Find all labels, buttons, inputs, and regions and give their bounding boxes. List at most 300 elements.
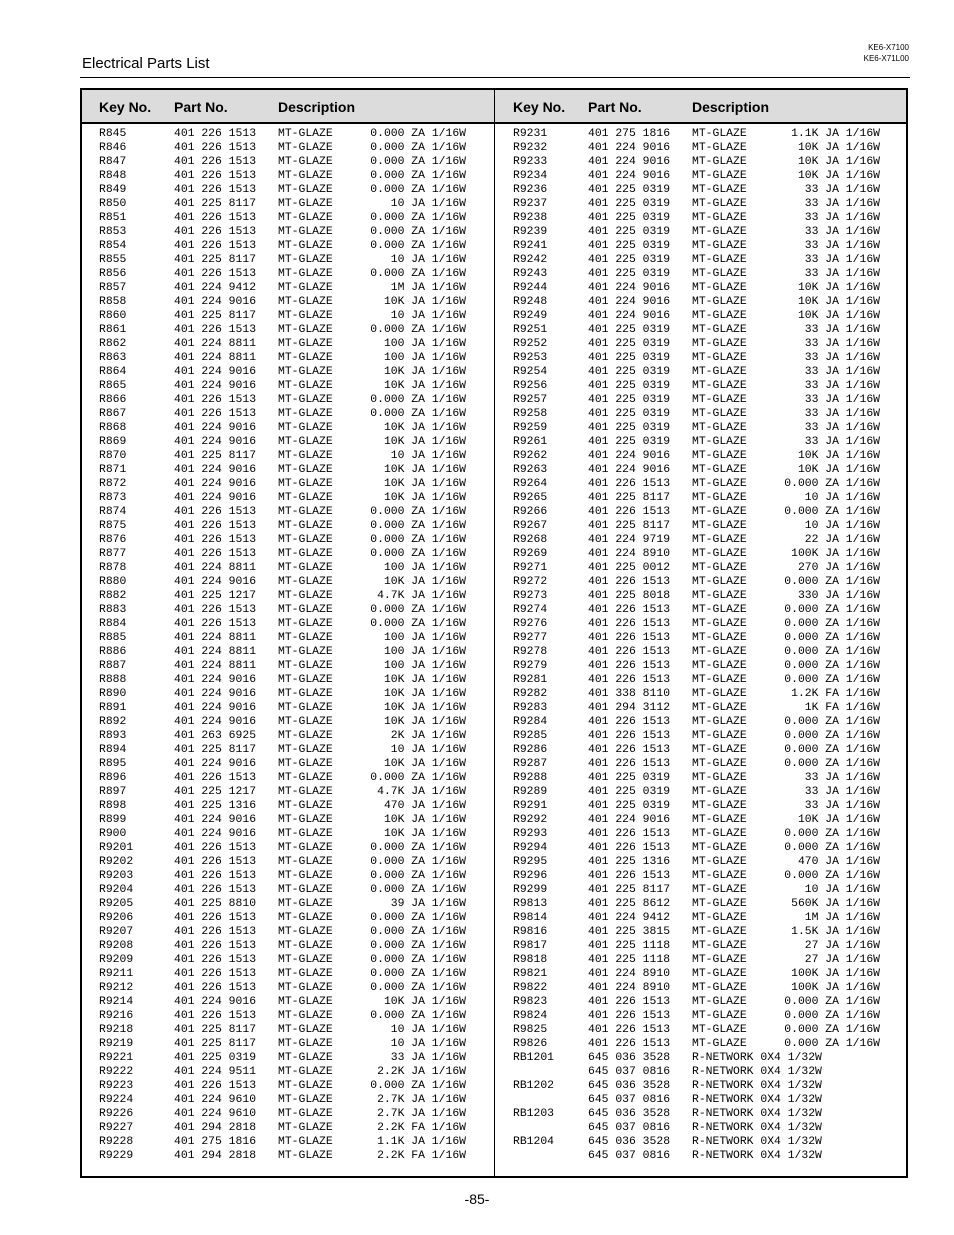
part-no-cell: 401 226 1513 — [588, 758, 671, 770]
description-cell: MT-GLAZE — [278, 996, 333, 1008]
model-codes — [864, 42, 909, 64]
value-cell: 10 JA 1/16W — [804, 884, 880, 896]
description-cell: MT-GLAZE — [692, 492, 747, 504]
value-cell: 33 JA 1/16W — [390, 1052, 466, 1064]
description-cell: MT-GLAZE — [278, 338, 333, 350]
key-no-cell: R9291 — [513, 800, 548, 812]
description-cell: MT-GLAZE — [278, 548, 333, 560]
value-cell: 0.000 ZA 1/16W — [784, 618, 880, 630]
table-row — [99, 421, 479, 435]
part-no-cell: 401 226 1513 — [588, 632, 671, 644]
value-cell: 33 JA 1/16W — [804, 772, 880, 784]
value-cell: 10K JA 1/16W — [383, 814, 466, 826]
description-cell: MT-GLAZE — [278, 688, 333, 700]
table-row — [513, 533, 893, 547]
value-cell: 100 JA 1/16W — [383, 338, 466, 350]
table-row — [99, 561, 479, 575]
value-cell: 0.000 ZA 1/16W — [784, 730, 880, 742]
value-cell: 10K JA 1/16W — [383, 688, 466, 700]
part-no-cell: 401 226 1513 — [174, 870, 257, 882]
description-cell: MT-GLAZE — [692, 926, 747, 938]
key-no-cell: R9221 — [99, 1052, 134, 1064]
part-no-cell: 645 037 0816 — [588, 1150, 671, 1162]
key-no-cell: R9269 — [513, 548, 548, 560]
description-cell: MT-GLAZE — [692, 702, 747, 714]
description-cell: MT-GLAZE — [692, 646, 747, 658]
value-cell: 1M JA 1/16W — [390, 282, 466, 294]
value-cell: 10 JA 1/16W — [804, 520, 880, 532]
part-no-cell: 401 226 1513 — [174, 940, 257, 952]
table-row — [99, 351, 479, 365]
part-no-cell: 401 226 1513 — [174, 324, 257, 336]
value-cell: 10K JA 1/16W — [383, 436, 466, 448]
part-no-cell: 401 225 0319 — [588, 436, 671, 448]
description-cell: MT-GLAZE — [692, 282, 747, 294]
header-description: Description — [692, 99, 770, 115]
value-cell: 0.000 ZA 1/16W — [370, 940, 466, 952]
value-cell: 100K JA 1/16W — [791, 968, 880, 980]
table-row — [513, 1107, 893, 1121]
key-no-cell: R9284 — [513, 716, 548, 728]
value-cell: 33 JA 1/16W — [804, 240, 880, 252]
key-no-cell: R9821 — [513, 968, 548, 980]
description-cell: MT-GLAZE — [692, 884, 747, 896]
table-row — [99, 477, 479, 491]
table-row — [513, 939, 893, 953]
part-no-cell: 401 225 1118 — [588, 954, 671, 966]
table-row — [513, 225, 893, 239]
part-no-cell: 401 225 0319 — [174, 1052, 257, 1064]
key-no-cell: R887 — [99, 660, 127, 672]
part-no-cell: 401 224 9016 — [588, 450, 671, 462]
part-no-cell: 401 224 9412 — [588, 912, 671, 924]
key-no-cell: R875 — [99, 520, 127, 532]
part-no-cell: 401 225 8117 — [174, 744, 257, 756]
table-row — [99, 687, 479, 701]
table-row — [99, 1107, 479, 1121]
description-cell: MT-GLAZE — [278, 842, 333, 854]
value-cell: 10K JA 1/16W — [383, 828, 466, 840]
part-no-cell: 401 226 1513 — [588, 674, 671, 686]
key-no-cell: R9249 — [513, 310, 548, 322]
description-cell: MT-GLAZE — [692, 212, 747, 224]
description-cell: MT-GLAZE — [278, 772, 333, 784]
description-cell: MT-GLAZE — [278, 1122, 333, 1134]
value-cell: 33 JA 1/16W — [804, 800, 880, 812]
value-cell: 0.000 ZA 1/16W — [370, 926, 466, 938]
table-row — [99, 967, 479, 981]
value-cell: 270 JA 1/16W — [797, 562, 880, 574]
part-no-cell: 401 225 8117 — [174, 254, 257, 266]
value-cell: 33 JA 1/16W — [804, 226, 880, 238]
part-no-cell: 645 036 3528 — [588, 1136, 671, 1148]
table-row — [99, 1065, 479, 1079]
description-cell: MT-GLAZE — [692, 716, 747, 728]
value-cell: 33 JA 1/16W — [804, 324, 880, 336]
table-row — [513, 197, 893, 211]
description-cell: MT-GLAZE — [278, 870, 333, 882]
description-cell: MT-GLAZE — [692, 786, 747, 798]
key-no-cell: R9823 — [513, 996, 548, 1008]
key-no-cell: R883 — [99, 604, 127, 616]
value-cell: 10K JA 1/16W — [797, 156, 880, 168]
key-no-cell: R9267 — [513, 520, 548, 532]
table-row — [99, 757, 479, 771]
value-cell: 0.000 ZA 1/16W — [370, 968, 466, 980]
table-row — [99, 1135, 479, 1149]
key-no-cell: R9224 — [99, 1094, 134, 1106]
description-cell: R-NETWORK 0X4 1/32W — [692, 1122, 822, 1134]
table-row — [513, 883, 893, 897]
description-cell: MT-GLAZE — [278, 968, 333, 980]
part-no-cell: 401 226 1513 — [174, 170, 257, 182]
description-cell: MT-GLAZE — [278, 940, 333, 952]
table-row — [99, 365, 479, 379]
part-no-cell: 401 226 1513 — [174, 604, 257, 616]
part-no-cell: 401 224 9016 — [588, 296, 671, 308]
table-row — [513, 841, 893, 855]
value-cell: 10 JA 1/16W — [390, 198, 466, 210]
key-no-cell: R877 — [99, 548, 127, 560]
table-row — [513, 407, 893, 421]
key-no-cell: R896 — [99, 772, 127, 784]
value-cell: 0.000 ZA 1/16W — [784, 604, 880, 616]
part-no-cell: 401 224 8811 — [174, 646, 257, 658]
part-no-cell: 401 226 1513 — [174, 394, 257, 406]
description-cell: MT-GLAZE — [278, 296, 333, 308]
key-no-cell: R9234 — [513, 170, 548, 182]
description-cell: MT-GLAZE — [278, 506, 333, 518]
description-cell: MT-GLAZE — [278, 814, 333, 826]
part-no-cell: 401 225 0012 — [588, 562, 671, 574]
part-no-cell: 401 226 1513 — [588, 646, 671, 658]
key-no-cell: R861 — [99, 324, 127, 336]
key-no-cell: R869 — [99, 436, 127, 448]
key-no-cell: R9266 — [513, 506, 548, 518]
table-row — [513, 869, 893, 883]
value-cell: 2.2K FA 1/16W — [377, 1150, 466, 1162]
description-cell: MT-GLAZE — [692, 618, 747, 630]
description-cell: MT-GLAZE — [692, 744, 747, 756]
table-row — [513, 757, 893, 771]
table-row — [99, 995, 479, 1009]
description-cell: R-NETWORK 0X4 1/32W — [692, 1136, 822, 1148]
part-no-cell: 401 225 8117 — [588, 884, 671, 896]
value-cell: 0.000 ZA 1/16W — [784, 744, 880, 756]
key-no-cell: R9205 — [99, 898, 134, 910]
description-cell: MT-GLAZE — [692, 1038, 747, 1050]
description-cell: MT-GLAZE — [692, 268, 747, 280]
value-cell: 33 JA 1/16W — [804, 268, 880, 280]
value-cell: 2.2K JA 1/16W — [377, 1066, 466, 1078]
key-no-cell: R9287 — [513, 758, 548, 770]
table-row — [99, 323, 479, 337]
table-row — [513, 463, 893, 477]
part-no-cell: 401 226 1513 — [174, 1010, 257, 1022]
description-cell: MT-GLAZE — [278, 898, 333, 910]
value-cell: 0.000 ZA 1/16W — [370, 240, 466, 252]
value-cell: 33 JA 1/16W — [804, 786, 880, 798]
title-rule — [80, 77, 910, 78]
description-cell: MT-GLAZE — [692, 436, 747, 448]
description-cell: MT-GLAZE — [278, 618, 333, 630]
table-row — [513, 911, 893, 925]
table-row — [513, 925, 893, 939]
part-no-cell: 401 224 9016 — [174, 366, 257, 378]
table-row — [513, 995, 893, 1009]
value-cell: 10K JA 1/16W — [797, 310, 880, 322]
table-row — [99, 897, 479, 911]
value-cell: 10 JA 1/16W — [390, 254, 466, 266]
part-no-cell: 401 224 9016 — [174, 436, 257, 448]
description-cell: MT-GLAZE — [692, 198, 747, 210]
value-cell: 1.2K FA 1/16W — [791, 688, 880, 700]
value-cell: 10 JA 1/16W — [390, 1038, 466, 1050]
table-row — [99, 603, 479, 617]
value-cell: 10K JA 1/16W — [383, 296, 466, 308]
key-no-cell: R892 — [99, 716, 127, 728]
value-cell: 100 JA 1/16W — [383, 660, 466, 672]
key-no-cell: R9281 — [513, 674, 548, 686]
description-cell: MT-GLAZE — [692, 996, 747, 1008]
part-no-cell: 401 226 1513 — [174, 982, 257, 994]
table-row — [99, 939, 479, 953]
description-cell: MT-GLAZE — [278, 590, 333, 602]
description-cell: MT-GLAZE — [278, 604, 333, 616]
description-cell: MT-GLAZE — [692, 660, 747, 672]
part-no-cell: 401 338 8110 — [588, 688, 671, 700]
value-cell: 470 JA 1/16W — [797, 856, 880, 868]
part-no-cell: 401 226 1513 — [174, 772, 257, 784]
table-row — [513, 1093, 893, 1107]
description-cell: MT-GLAZE — [278, 632, 333, 644]
table-row — [513, 351, 893, 365]
table-row — [99, 183, 479, 197]
key-no-cell: R9253 — [513, 352, 548, 364]
model-code: KE6-X7100 — [868, 43, 909, 52]
description-cell: MT-GLAZE — [278, 884, 333, 896]
part-no-cell: 401 224 8811 — [174, 352, 257, 364]
part-no-cell: 401 225 0319 — [588, 198, 671, 210]
part-no-cell: 401 225 0319 — [588, 212, 671, 224]
key-no-cell: R9822 — [513, 982, 548, 994]
value-cell: 33 JA 1/16W — [804, 212, 880, 224]
value-cell: 33 JA 1/16W — [804, 254, 880, 266]
part-no-cell: 401 225 8117 — [174, 310, 257, 322]
description-cell: MT-GLAZE — [692, 506, 747, 518]
key-no-cell: R890 — [99, 688, 127, 700]
part-no-cell: 401 225 0319 — [588, 366, 671, 378]
table-row — [513, 729, 893, 743]
key-no-cell: R866 — [99, 394, 127, 406]
value-cell: 0.000 ZA 1/16W — [370, 324, 466, 336]
part-no-cell: 401 224 8811 — [174, 562, 257, 574]
description-cell: MT-GLAZE — [692, 590, 747, 602]
description-cell: MT-GLAZE — [692, 968, 747, 980]
part-no-cell: 401 225 0319 — [588, 324, 671, 336]
description-cell: MT-GLAZE — [692, 184, 747, 196]
value-cell: 10 JA 1/16W — [390, 744, 466, 756]
description-cell: MT-GLAZE — [278, 156, 333, 168]
table-row — [99, 127, 479, 141]
value-cell: 0.000 ZA 1/16W — [370, 548, 466, 560]
part-no-cell: 401 224 8910 — [588, 968, 671, 980]
description-cell: MT-GLAZE — [278, 786, 333, 798]
part-no-cell: 401 226 1513 — [588, 576, 671, 588]
part-no-cell: 401 226 1513 — [174, 212, 257, 224]
part-no-cell: 401 225 0319 — [588, 226, 671, 238]
table-row — [99, 533, 479, 547]
part-no-cell: 401 226 1513 — [174, 142, 257, 154]
description-cell: MT-GLAZE — [278, 492, 333, 504]
key-no-cell: R9201 — [99, 842, 134, 854]
value-cell: 4.7K JA 1/16W — [377, 590, 466, 602]
table-row — [513, 365, 893, 379]
part-no-cell: 401 224 9412 — [174, 282, 257, 294]
part-no-cell: 401 225 0319 — [588, 380, 671, 392]
key-no-cell: R9264 — [513, 478, 548, 490]
value-cell: 0.000 ZA 1/16W — [370, 226, 466, 238]
value-cell: 33 JA 1/16W — [804, 338, 880, 350]
part-no-cell: 401 226 1513 — [174, 184, 257, 196]
part-no-cell: 645 036 3528 — [588, 1080, 671, 1092]
value-cell: 33 JA 1/16W — [804, 380, 880, 392]
description-cell: MT-GLAZE — [692, 310, 747, 322]
key-no-cell: R9278 — [513, 646, 548, 658]
value-cell: 0.000 ZA 1/16W — [370, 1010, 466, 1022]
description-cell: MT-GLAZE — [692, 856, 747, 868]
description-cell: MT-GLAZE — [278, 1094, 333, 1106]
part-no-cell: 401 225 1217 — [174, 590, 257, 602]
key-no-cell: R9277 — [513, 632, 548, 644]
description-cell: MT-GLAZE — [692, 814, 747, 826]
value-cell: 100 JA 1/16W — [383, 646, 466, 658]
part-no-cell: 401 224 9016 — [588, 464, 671, 476]
right-column-rows — [513, 127, 893, 1163]
part-no-cell: 401 263 6925 — [174, 730, 257, 742]
description-cell: MT-GLAZE — [278, 646, 333, 658]
table-row — [513, 673, 893, 687]
value-cell: 0.000 ZA 1/16W — [370, 268, 466, 280]
header-key-no: Key No. — [513, 99, 566, 115]
key-no-cell: R9203 — [99, 870, 134, 882]
value-cell: 10K JA 1/16W — [383, 380, 466, 392]
table-row — [99, 225, 479, 239]
table-row — [513, 323, 893, 337]
description-cell: MT-GLAZE — [692, 1024, 747, 1036]
key-no-cell: R870 — [99, 450, 127, 462]
table-row — [513, 505, 893, 519]
key-no-cell: R9271 — [513, 562, 548, 574]
description-cell: MT-GLAZE — [692, 464, 747, 476]
part-no-cell: 401 275 1816 — [588, 128, 671, 140]
value-cell: 10 JA 1/16W — [390, 1024, 466, 1036]
table-row — [99, 925, 479, 939]
key-no-cell: R9244 — [513, 282, 548, 294]
key-no-cell: R878 — [99, 562, 127, 574]
description-cell: MT-GLAZE — [278, 282, 333, 294]
description-cell: MT-GLAZE — [278, 422, 333, 434]
description-cell: R-NETWORK 0X4 1/32W — [692, 1150, 822, 1162]
description-cell: MT-GLAZE — [692, 632, 747, 644]
key-no-cell: R9209 — [99, 954, 134, 966]
value-cell: 10K JA 1/16W — [383, 422, 466, 434]
key-no-cell: R9212 — [99, 982, 134, 994]
key-no-cell: R9261 — [513, 436, 548, 448]
part-no-cell: 401 225 0319 — [588, 240, 671, 252]
description-cell: MT-GLAZE — [278, 254, 333, 266]
key-no-cell: R9248 — [513, 296, 548, 308]
part-no-cell: 401 224 9016 — [588, 170, 671, 182]
description-cell: R-NETWORK 0X4 1/32W — [692, 1080, 822, 1092]
value-cell: 10K JA 1/16W — [383, 674, 466, 686]
table-row — [99, 281, 479, 295]
key-no-cell: R871 — [99, 464, 127, 476]
description-cell: MT-GLAZE — [278, 436, 333, 448]
table-row — [513, 603, 893, 617]
table-row — [99, 659, 479, 673]
part-no-cell: 401 224 9511 — [174, 1066, 257, 1078]
table-row — [99, 1009, 479, 1023]
table-row — [99, 799, 479, 813]
header-part-no: Part No. — [174, 99, 228, 115]
description-cell: MT-GLAZE — [278, 226, 333, 238]
value-cell: 10 JA 1/16W — [804, 492, 880, 504]
key-no-cell: R9258 — [513, 408, 548, 420]
table-row — [513, 799, 893, 813]
key-no-cell: R9211 — [99, 968, 134, 980]
key-no-cell: R9236 — [513, 184, 548, 196]
key-no-cell: R9283 — [513, 702, 548, 714]
table-row — [99, 673, 479, 687]
key-no-cell: R9299 — [513, 884, 548, 896]
part-no-cell: 645 037 0816 — [588, 1094, 671, 1106]
key-no-cell: R9265 — [513, 492, 548, 504]
part-no-cell: 401 224 9016 — [174, 758, 257, 770]
description-cell: MT-GLAZE — [278, 954, 333, 966]
key-no-cell: R885 — [99, 632, 127, 644]
description-cell: MT-GLAZE — [692, 128, 747, 140]
key-no-cell: R9251 — [513, 324, 548, 336]
table-row — [513, 155, 893, 169]
part-no-cell: 401 225 1316 — [588, 856, 671, 868]
key-no-cell: R9817 — [513, 940, 548, 952]
value-cell: 0.000 ZA 1/16W — [370, 856, 466, 868]
table-row — [99, 547, 479, 561]
part-no-cell: 401 224 9016 — [174, 688, 257, 700]
part-no-cell: 401 294 3112 — [588, 702, 671, 714]
part-no-cell: 401 225 8117 — [588, 520, 671, 532]
description-cell: MT-GLAZE — [692, 534, 747, 546]
part-no-cell: 401 224 9016 — [174, 576, 257, 588]
part-no-cell: 401 224 9719 — [588, 534, 671, 546]
table-row — [513, 449, 893, 463]
description-cell: MT-GLAZE — [692, 982, 747, 994]
table-row — [99, 771, 479, 785]
key-no-cell: R9263 — [513, 464, 548, 476]
key-no-cell: R9292 — [513, 814, 548, 826]
key-no-cell: R9227 — [99, 1122, 134, 1134]
table-row — [513, 127, 893, 141]
description-cell: MT-GLAZE — [278, 366, 333, 378]
part-no-cell: 401 226 1513 — [174, 128, 257, 140]
description-cell: MT-GLAZE — [692, 478, 747, 490]
value-cell: 0.000 ZA 1/16W — [370, 1080, 466, 1092]
value-cell: 560K JA 1/16W — [791, 898, 880, 910]
value-cell: 0.000 ZA 1/16W — [370, 772, 466, 784]
part-no-cell: 401 225 8018 — [588, 590, 671, 602]
key-no-cell: R865 — [99, 380, 127, 392]
